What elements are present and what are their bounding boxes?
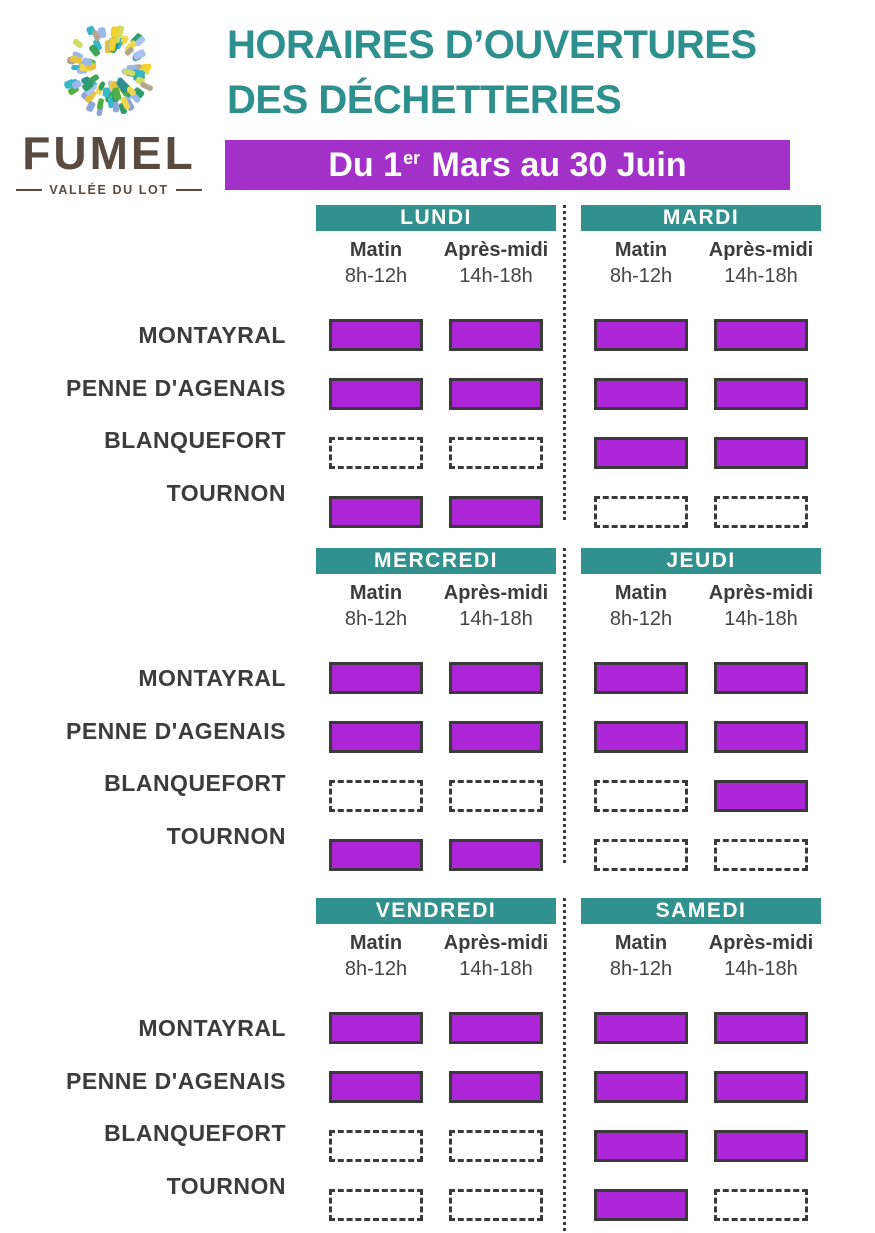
open-slot-box	[449, 662, 543, 694]
day-rows	[581, 305, 821, 541]
schedule-cell	[436, 1057, 556, 1116]
open-slot-box	[449, 319, 543, 351]
schedule-cell	[436, 305, 556, 364]
day-header: VENDREDI	[316, 898, 556, 924]
morning-label: Matin	[349, 582, 403, 604]
closed-slot-box	[449, 1130, 543, 1162]
day-block	[581, 205, 821, 520]
site-label-row	[0, 467, 286, 520]
day-header: LUNDI	[316, 205, 556, 231]
schedule-cell	[581, 423, 701, 482]
schedule-cell	[581, 825, 701, 884]
open-slot-box	[594, 437, 688, 469]
schedule-cell	[316, 364, 436, 423]
day-block	[316, 898, 556, 1213]
open-slot-box	[329, 319, 423, 351]
day-block	[581, 898, 821, 1213]
schedule-cell	[316, 1175, 436, 1233]
period-hours	[316, 265, 556, 293]
period-hours	[581, 265, 821, 293]
schedule-cell	[581, 482, 701, 541]
schedule-cell	[436, 707, 556, 766]
schedule-cell	[581, 364, 701, 423]
schedule-row	[316, 1057, 556, 1116]
day-block	[316, 205, 556, 520]
open-slot-box	[594, 1071, 688, 1103]
tagline-left-rule	[16, 189, 42, 191]
schedule-row	[316, 364, 556, 423]
schedule-cell	[581, 1116, 701, 1175]
open-slot-box	[329, 662, 423, 694]
schedule-row	[581, 305, 821, 364]
open-slot-box	[594, 1189, 688, 1221]
page-title	[227, 18, 757, 128]
afternoon-label: Après-midi	[708, 932, 814, 954]
morning-label: Matin	[614, 932, 668, 954]
schedule-cell	[316, 998, 436, 1057]
schedule-section	[0, 898, 875, 1213]
schedule-cell	[436, 482, 556, 541]
period-hours	[581, 608, 821, 636]
site-label-row	[0, 652, 286, 705]
site-label-row	[0, 415, 286, 468]
schedule-cell	[436, 364, 556, 423]
schedule-row	[316, 305, 556, 364]
afternoon-hours: 14h-18h	[459, 265, 533, 287]
afternoon-hours: 14h-18h	[724, 608, 798, 630]
afternoon-label: Après-midi	[708, 582, 814, 604]
schedule-row	[581, 998, 821, 1057]
schedule-cell	[436, 998, 556, 1057]
open-slot-box	[714, 721, 808, 753]
schedule-cell	[701, 825, 821, 884]
schedule-cell	[701, 1116, 821, 1175]
morning-hours: 8h-12h	[344, 265, 408, 287]
open-slot-box	[594, 378, 688, 410]
morning-hours: 8h-12h	[609, 265, 673, 287]
afternoon-label: Après-midi	[708, 239, 814, 261]
day-header: SAMEDI	[581, 898, 821, 924]
day-block	[316, 548, 556, 863]
closed-slot-box	[594, 496, 688, 528]
site-label: PENNE D'AGENAIS	[65, 717, 286, 744]
afternoon-hours: 14h-18h	[459, 958, 533, 980]
morning-hours: 8h-12h	[609, 608, 673, 630]
closed-slot-box	[329, 1189, 423, 1221]
site-label-row	[0, 810, 286, 863]
schedule-cell	[701, 707, 821, 766]
site-label: BLANQUEFORT	[104, 427, 286, 454]
open-slot-box	[329, 1071, 423, 1103]
schedule-cell	[581, 305, 701, 364]
schedule-cell	[316, 648, 436, 707]
closed-slot-box	[714, 496, 808, 528]
schedule-cell	[316, 707, 436, 766]
schedule-cell	[581, 1057, 701, 1116]
schedule-cell	[436, 1116, 556, 1175]
site-label: MONTAYRAL	[138, 321, 286, 348]
open-slot-box	[329, 839, 423, 871]
schedule-row	[316, 482, 556, 541]
closed-slot-box	[594, 780, 688, 812]
schedule-cell	[581, 648, 701, 707]
schedule	[0, 205, 875, 1213]
schedule-cell	[701, 305, 821, 364]
schedule-cell	[701, 482, 821, 541]
schedule-cell	[436, 1175, 556, 1233]
period-banner: Du 1 er Mars au 30 Juin	[225, 140, 790, 190]
open-slot-box	[714, 437, 808, 469]
morning-hours: 8h-12h	[344, 958, 408, 980]
site-label: PENNE D'AGENAIS	[65, 374, 286, 401]
schedule-cell	[701, 1175, 821, 1233]
schedule-cell	[581, 998, 701, 1057]
schedule-cell	[436, 423, 556, 482]
site-label: BLANQUEFORT	[104, 770, 286, 797]
open-slot-box	[714, 1130, 808, 1162]
morning-label: Matin	[614, 582, 668, 604]
period-labels	[581, 582, 821, 606]
closed-slot-box	[594, 839, 688, 871]
closed-slot-box	[449, 1189, 543, 1221]
schedule-row	[316, 825, 556, 884]
schedule-row	[581, 423, 821, 482]
afternoon-hours: 14h-18h	[459, 608, 533, 630]
day-rows	[581, 998, 821, 1233]
open-slot-box	[449, 1012, 543, 1044]
open-slot-box	[329, 1012, 423, 1044]
site-label-row	[0, 1002, 286, 1055]
page-title-line2: DES DÉCHETTERIES	[227, 78, 622, 123]
afternoon-hours: 14h-18h	[724, 958, 798, 980]
afternoon-label: Après-midi	[443, 932, 549, 954]
schedule-row	[316, 766, 556, 825]
morning-hours: 8h-12h	[609, 958, 673, 980]
site-label-row	[0, 758, 286, 811]
schedule-row	[581, 825, 821, 884]
open-slot-box	[714, 662, 808, 694]
page-title-line1: HORAIRES D’OUVERTURES	[227, 23, 757, 67]
site-label: MONTAYRAL	[138, 1014, 286, 1041]
schedule-row	[581, 364, 821, 423]
site-label-row	[0, 1160, 286, 1213]
period-labels	[316, 239, 556, 263]
period-labels	[581, 932, 821, 956]
schedule-cell	[316, 423, 436, 482]
afternoon-label: Après-midi	[443, 239, 549, 261]
schedule-cell	[316, 305, 436, 364]
open-slot-box	[329, 496, 423, 528]
banner-suffix: Mars au 30 Juin	[422, 145, 687, 184]
period-labels	[316, 582, 556, 606]
morning-label: Matin	[349, 239, 403, 261]
schedule-cell	[581, 1175, 701, 1233]
site-label: TOURNON	[166, 823, 286, 850]
schedule-cell	[701, 648, 821, 707]
schedule-cell	[701, 364, 821, 423]
open-slot-box	[329, 378, 423, 410]
schedule-cell	[316, 766, 436, 825]
afternoon-hours: 14h-18h	[724, 265, 798, 287]
open-slot-box	[449, 496, 543, 528]
closed-slot-box	[329, 437, 423, 469]
day-rows	[316, 998, 556, 1233]
confetti-ring-icon	[41, 10, 177, 128]
site-label-row	[0, 1108, 286, 1161]
schedule-row	[581, 482, 821, 541]
open-slot-box	[449, 378, 543, 410]
site-labels-column	[0, 898, 300, 1213]
closed-slot-box	[329, 780, 423, 812]
closed-slot-box	[329, 1130, 423, 1162]
open-slot-box	[594, 1012, 688, 1044]
day-header: JEUDI	[581, 548, 821, 574]
schedule-cell	[701, 998, 821, 1057]
open-slot-box	[449, 839, 543, 871]
day-header: MERCREDI	[316, 548, 556, 574]
site-label-row	[0, 362, 286, 415]
period-hours	[316, 958, 556, 986]
brand-name: FUMEL	[22, 127, 196, 179]
open-slot-box	[329, 721, 423, 753]
schedule-row	[581, 648, 821, 707]
schedule-row	[316, 1175, 556, 1233]
schedule-cell	[316, 825, 436, 884]
open-slot-box	[714, 319, 808, 351]
open-slot-box	[714, 1012, 808, 1044]
tagline-right-rule	[176, 189, 202, 191]
open-slot-box	[714, 1071, 808, 1103]
open-slot-box	[714, 378, 808, 410]
schedule-cell	[701, 1057, 821, 1116]
day-rows	[316, 648, 556, 884]
schedule-cell	[316, 1057, 436, 1116]
dotted-divider	[563, 548, 566, 863]
schedule-cell	[581, 766, 701, 825]
schedule-row	[581, 1116, 821, 1175]
site-label-row	[0, 1055, 286, 1108]
morning-label: Matin	[349, 932, 403, 954]
tagline-text: VALLÉE DU LOT	[49, 183, 169, 197]
open-slot-box	[714, 780, 808, 812]
period-hours	[316, 608, 556, 636]
closed-slot-box	[714, 1189, 808, 1221]
site-label: MONTAYRAL	[138, 664, 286, 691]
schedule-cell	[436, 825, 556, 884]
afternoon-label: Après-midi	[443, 582, 549, 604]
open-slot-box	[449, 1071, 543, 1103]
schedule-row	[581, 1175, 821, 1233]
open-slot-box	[449, 721, 543, 753]
banner-prefix: Du 1	[328, 145, 403, 184]
schedule-row	[316, 648, 556, 707]
schedule-cell	[581, 707, 701, 766]
schedule-row	[581, 1057, 821, 1116]
period-labels	[316, 932, 556, 956]
brand-tagline	[18, 183, 200, 197]
site-labels-column	[0, 548, 300, 863]
site-label: PENNE D'AGENAIS	[65, 1067, 286, 1094]
schedule-row	[316, 707, 556, 766]
site-label: TOURNON	[166, 480, 286, 507]
site-label-row	[0, 309, 286, 362]
schedule-row	[316, 998, 556, 1057]
site-label: BLANQUEFORT	[104, 1120, 286, 1147]
schedule-row	[581, 766, 821, 825]
schedule-cell	[436, 648, 556, 707]
day-rows	[316, 305, 556, 541]
schedule-cell	[701, 423, 821, 482]
open-slot-box	[594, 721, 688, 753]
closed-slot-box	[714, 839, 808, 871]
schedule-cell	[316, 1116, 436, 1175]
period-hours	[581, 958, 821, 986]
schedule-section	[0, 548, 875, 863]
open-slot-box	[594, 319, 688, 351]
closed-slot-box	[449, 780, 543, 812]
schedule-cell	[436, 766, 556, 825]
day-header: MARDI	[581, 205, 821, 231]
day-rows	[581, 648, 821, 884]
dotted-divider	[563, 205, 566, 520]
schedule-row	[581, 707, 821, 766]
site-label: TOURNON	[166, 1173, 286, 1200]
open-slot-box	[594, 1130, 688, 1162]
schedule-section	[0, 205, 875, 520]
site-labels-column	[0, 205, 300, 520]
period-labels	[581, 239, 821, 263]
morning-hours: 8h-12h	[344, 608, 408, 630]
morning-label: Matin	[614, 239, 668, 261]
dotted-divider	[563, 898, 566, 1231]
schedule-row	[316, 1116, 556, 1175]
closed-slot-box	[449, 437, 543, 469]
open-slot-box	[594, 662, 688, 694]
fumel-logo	[18, 10, 200, 197]
schedule-cell	[316, 482, 436, 541]
schedule-row	[316, 423, 556, 482]
day-block	[581, 548, 821, 863]
schedule-cell	[701, 766, 821, 825]
site-label-row	[0, 705, 286, 758]
